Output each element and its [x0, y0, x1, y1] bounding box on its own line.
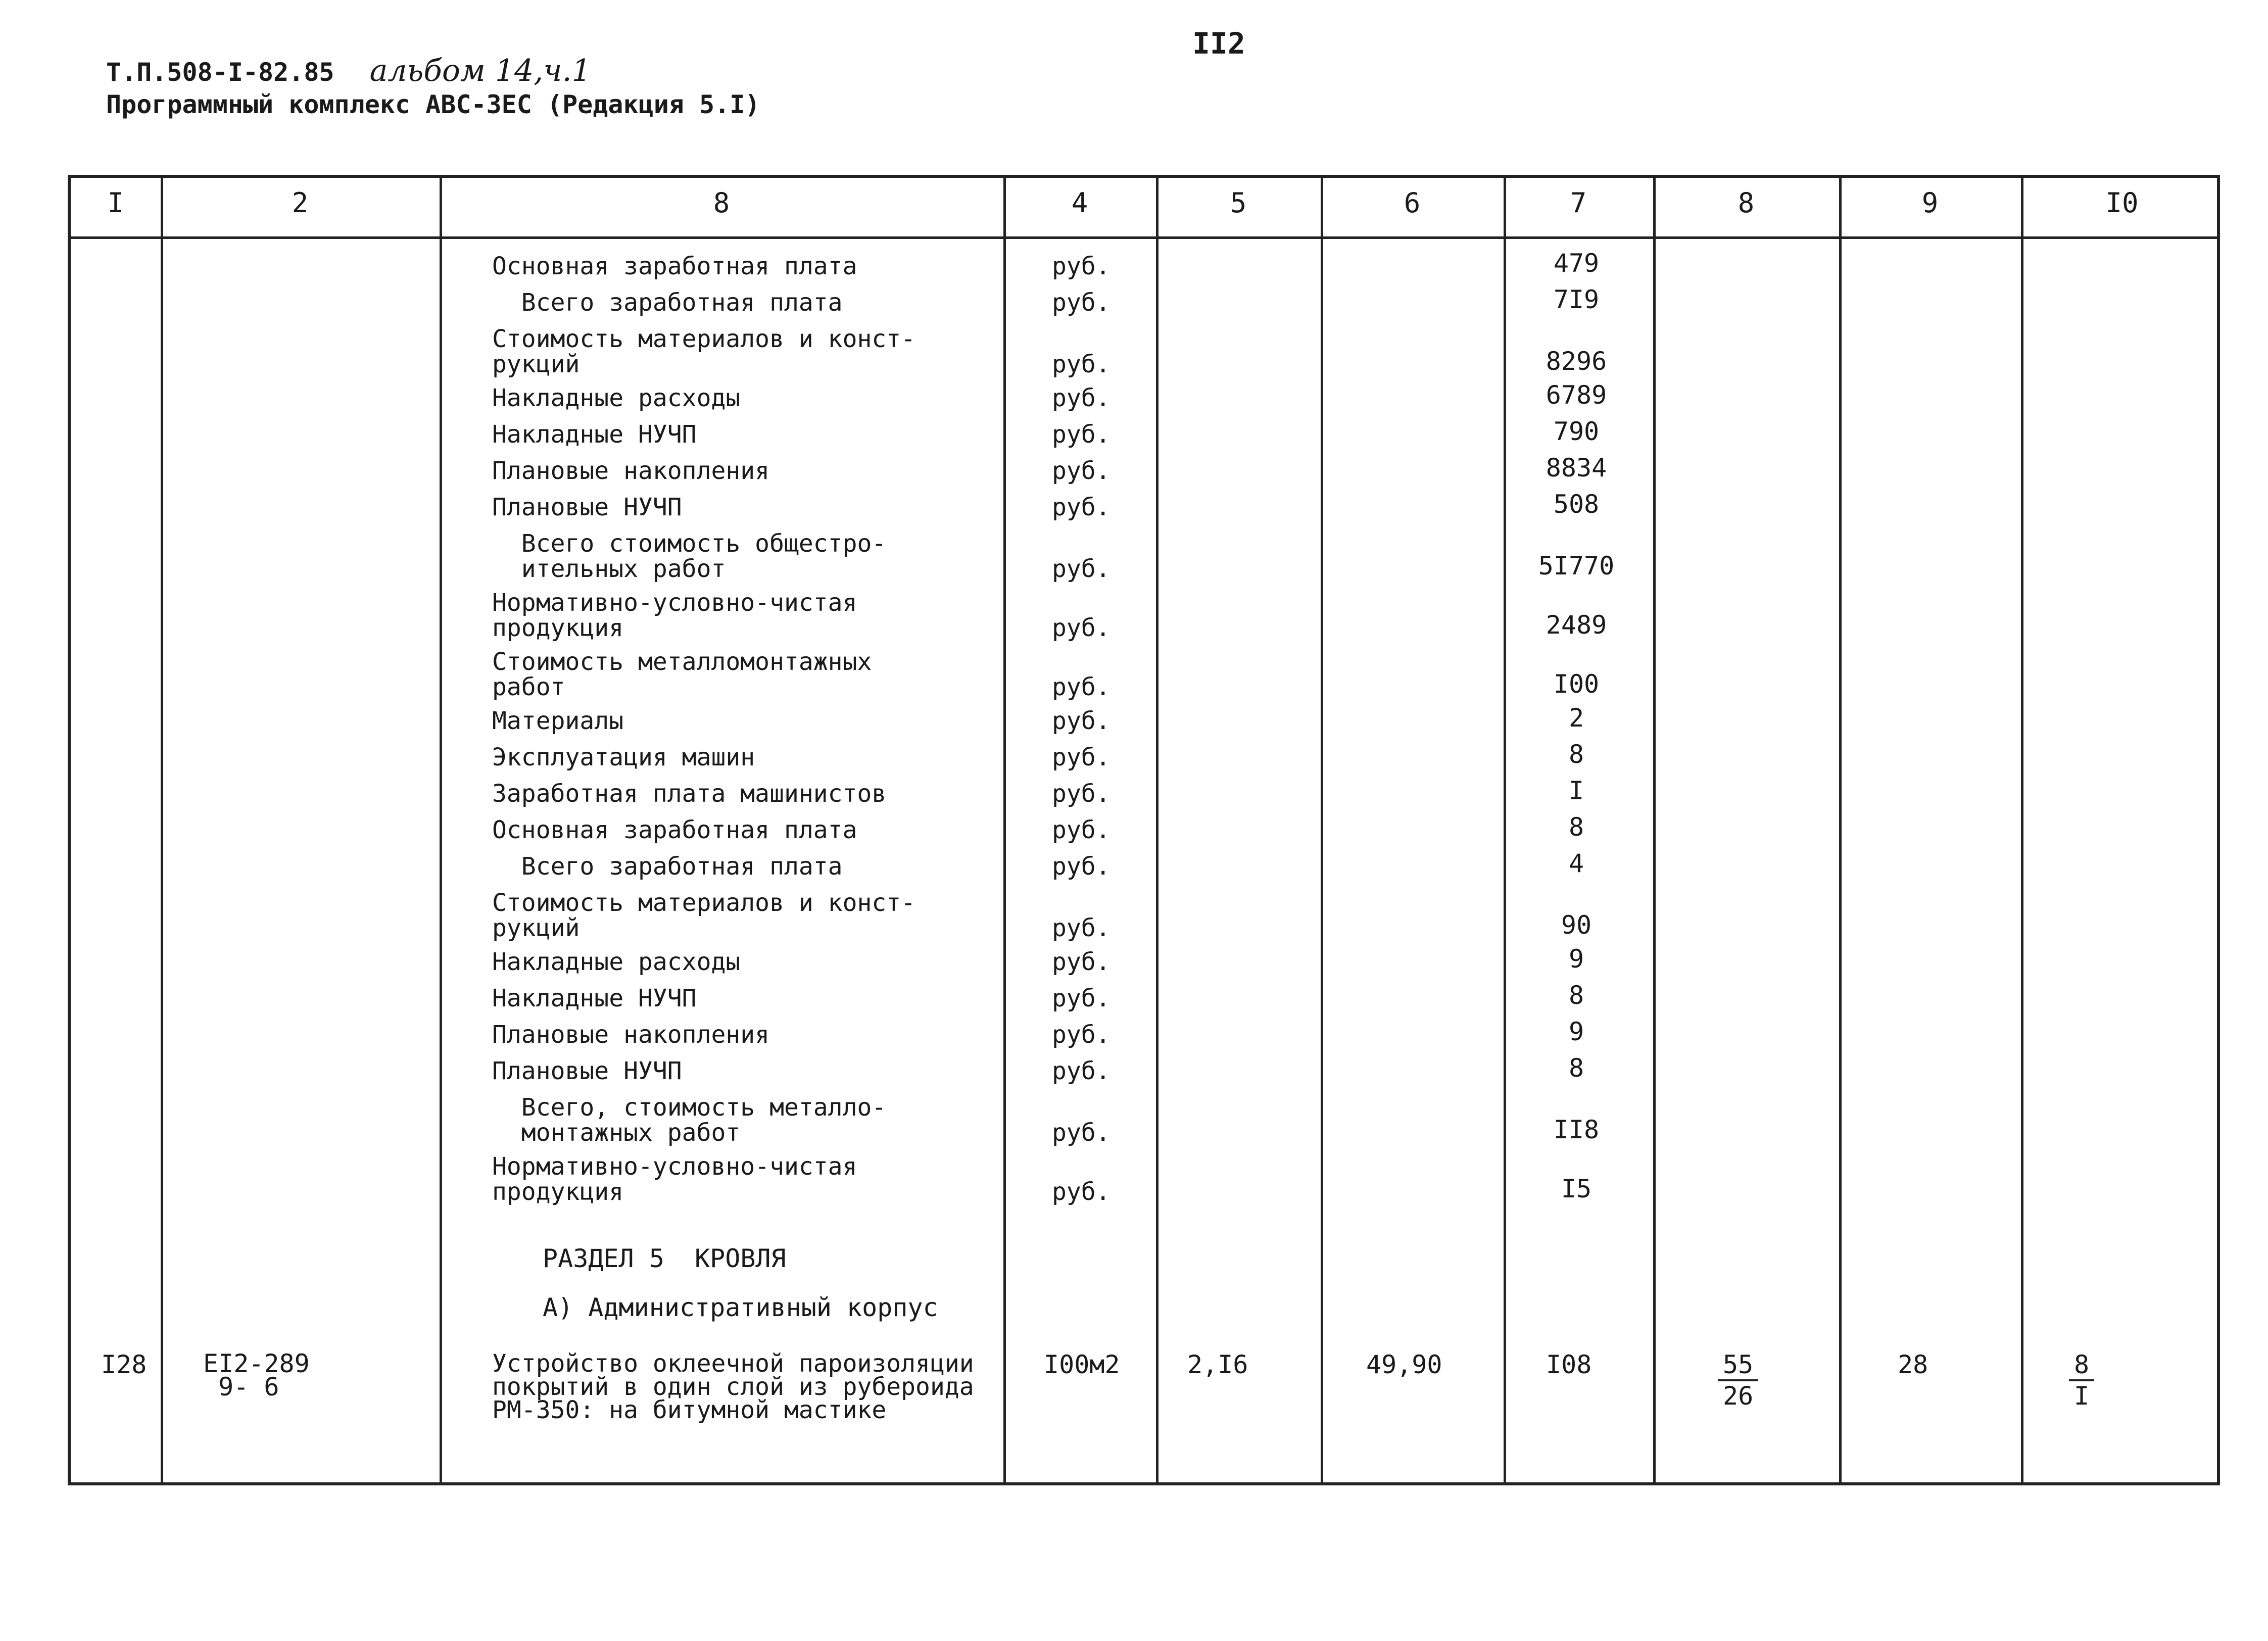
- line-item-unit: руб.: [1052, 1119, 1111, 1147]
- section-subtitle: А) Административный корпус: [543, 1293, 938, 1322]
- item-unit-price: 49,90: [1366, 1350, 1442, 1379]
- line-item-name: Нормативно-условно-чистая продукция: [492, 589, 857, 642]
- column-divider: [2021, 178, 2023, 1482]
- line-item-unit: руб.: [1052, 288, 1111, 317]
- item-number: I28: [101, 1350, 147, 1379]
- item-col10-fraction-numerator: 8: [2069, 1350, 2094, 1381]
- line-item-value: 2: [1568, 703, 1584, 733]
- line-item-unit: руб.: [1052, 816, 1111, 844]
- line-item-value: 7I9: [1553, 285, 1600, 314]
- line-item-unit: руб.: [1052, 350, 1111, 378]
- line-item-unit: руб.: [1052, 1021, 1111, 1049]
- line-item-value: I00: [1553, 669, 1600, 699]
- section-title: РАЗДЕЛ 5 КРОВЛЯ: [543, 1244, 786, 1273]
- line-item-name: Основная заработная плата: [492, 252, 857, 280]
- line-item-name: Всего заработная плата: [492, 288, 843, 317]
- line-item-unit: руб.: [1052, 457, 1111, 485]
- line-item-unit: руб.: [1052, 1057, 1111, 1085]
- item-unit: I00м2: [1044, 1350, 1120, 1379]
- column-divider: [1839, 178, 1842, 1482]
- line-item-name: Накладные расходы: [492, 384, 741, 412]
- line-item-unit: руб.: [1052, 252, 1111, 280]
- line-item-value: 508: [1553, 490, 1600, 519]
- column-divider: [440, 178, 442, 1482]
- item-col10-fraction: [2069, 1350, 2094, 1411]
- column-header: 6: [1404, 187, 1421, 219]
- item-col8-fraction: [1718, 1350, 1758, 1411]
- line-item-unit: руб.: [1052, 1178, 1111, 1206]
- column-header: I: [107, 187, 124, 219]
- column-header: 8: [713, 187, 730, 219]
- line-item-value: 8: [1568, 1053, 1584, 1083]
- item-quantity: 2,I6: [1187, 1350, 1248, 1379]
- line-item-name: Стоимость материалов и конст- рукций: [492, 889, 916, 942]
- document-subtitle: Программный комплекс АВС-ЗЕС (Редакция 5.I): [106, 90, 760, 119]
- line-item-unit: руб.: [1052, 384, 1111, 412]
- line-item-name: Нормативно-условно-чистая продукция: [492, 1152, 857, 1206]
- handwritten-album-note: альбом 14,ч.1: [369, 53, 591, 88]
- line-item-value: 90: [1561, 910, 1592, 940]
- line-item-name: Основная заработная плата: [492, 816, 857, 844]
- line-item-unit: руб.: [1052, 614, 1111, 642]
- line-item-unit: руб.: [1052, 914, 1111, 942]
- line-item-name: Всего, стоимость металло- монтажных работ: [521, 1093, 887, 1147]
- column-divider: [1653, 178, 1656, 1482]
- column-divider: [161, 178, 163, 1482]
- line-item-unit: руб.: [1052, 555, 1111, 583]
- line-item-value: 8296: [1546, 347, 1607, 376]
- document-code: [106, 53, 591, 88]
- line-item-name: Плановые НУЧП: [492, 1057, 682, 1085]
- item-col8-fraction-denominator: 26: [1723, 1381, 1754, 1411]
- line-item-value: I: [1568, 776, 1584, 805]
- item-col9: 28: [1898, 1350, 1928, 1379]
- estimate-table: [68, 175, 2220, 1485]
- line-item-value: 4: [1568, 849, 1584, 878]
- line-item-value: 9: [1568, 1017, 1584, 1046]
- column-header: 5: [1230, 187, 1247, 219]
- line-item-value: 9: [1568, 944, 1584, 974]
- line-item-value: 8: [1568, 981, 1584, 1010]
- item-description: Устройство оклеечной пароизоляции покрытий в один слой из рубероида РМ-350: на битумной мастике: [492, 1349, 974, 1424]
- line-item-unit: руб.: [1052, 493, 1111, 521]
- column-header: 4: [1071, 187, 1088, 219]
- line-item-unit: руб.: [1052, 707, 1111, 735]
- page-number: II2: [1192, 26, 1245, 61]
- line-item-name: Материалы: [492, 707, 624, 735]
- document-code-text: Т.П.508-I-82.85: [106, 58, 334, 87]
- line-item-unit: руб.: [1052, 743, 1111, 771]
- line-item-name: Стоимость материалов и конст- рукций: [492, 325, 916, 378]
- line-item-name: Всего стоимость общестро- ительных работ: [521, 529, 887, 583]
- line-item-name: Плановые накопления: [492, 1021, 770, 1049]
- line-item-value: 8: [1568, 812, 1584, 842]
- line-item-value: 6789: [1546, 380, 1607, 410]
- line-item-value: II8: [1553, 1115, 1600, 1144]
- line-item-value: 2489: [1546, 610, 1607, 640]
- column-header: 9: [1921, 187, 1939, 219]
- line-item-name: Плановые НУЧП: [492, 493, 682, 521]
- line-item-name: Накладные НУЧП: [492, 984, 697, 1012]
- line-item-name: Заработная плата машинистов: [492, 780, 887, 808]
- line-item-unit: руб.: [1052, 420, 1111, 449]
- line-item-name: Всего заработная плата: [492, 852, 843, 881]
- line-item-name: Эксплуатация машин: [492, 743, 755, 771]
- column-header: I0: [2105, 187, 2139, 219]
- column-header: 7: [1570, 187, 1587, 219]
- line-item-name: Плановые накопления: [492, 457, 770, 485]
- line-item-value: 5I770: [1538, 551, 1615, 581]
- item-code: ЕI2-289 9- 6: [203, 1349, 310, 1402]
- line-item-unit: руб.: [1052, 984, 1111, 1012]
- item-total: I08: [1546, 1350, 1592, 1379]
- column-header: 8: [1738, 187, 1755, 219]
- line-item-value: I5: [1561, 1174, 1592, 1203]
- line-item-value: 479: [1553, 249, 1600, 278]
- line-item-unit: руб.: [1052, 852, 1111, 881]
- line-item-unit: руб.: [1052, 780, 1111, 808]
- item-col10-fraction-denominator: I: [2074, 1381, 2090, 1411]
- line-item-unit: руб.: [1052, 673, 1111, 701]
- line-item-name: Стоимость металломонтажных работ: [492, 648, 872, 701]
- line-item-value: 8: [1568, 740, 1584, 769]
- line-item-name: Накладные расходы: [492, 948, 741, 976]
- line-item-value: 8834: [1546, 453, 1607, 482]
- header-divider: [71, 236, 2217, 239]
- line-item-unit: руб.: [1052, 948, 1111, 976]
- item-col8-fraction-numerator: 55: [1718, 1350, 1758, 1381]
- line-item-value: 790: [1553, 417, 1600, 446]
- line-item-name: Накладные НУЧП: [492, 420, 697, 449]
- column-divider: [1321, 178, 1323, 1482]
- column-header: 2: [292, 187, 309, 219]
